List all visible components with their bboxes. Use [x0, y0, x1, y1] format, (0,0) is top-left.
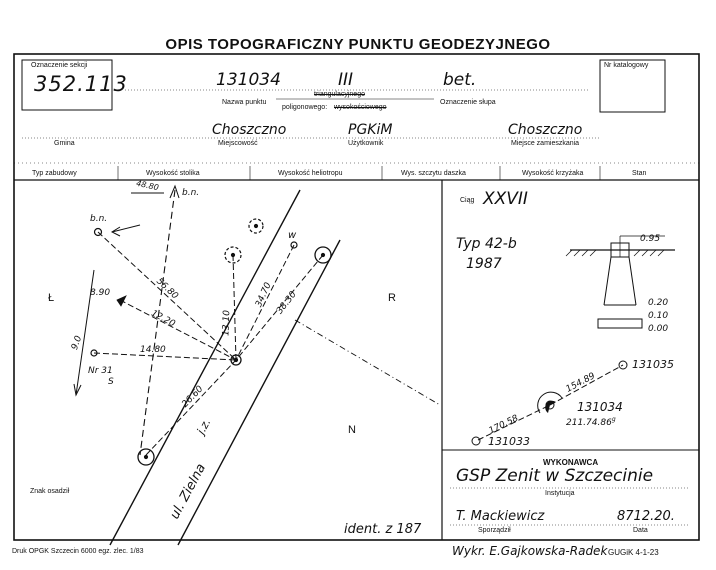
prev-point-label: 131033	[488, 435, 530, 448]
drawn-by: Wykr. E.Gajkowska-Radek	[452, 544, 608, 558]
date-value: 8712.20.	[617, 509, 675, 524]
gmina-label: Gmina	[54, 140, 75, 147]
point-class: III	[338, 70, 354, 90]
this-point-label: 131034	[577, 400, 623, 414]
gmina-value: Choszczno	[212, 122, 287, 138]
section-value: 352.113	[34, 72, 128, 96]
dist-34-70: 34.70	[254, 281, 274, 309]
angle-value	[566, 416, 616, 428]
depth-0-95: 0.95	[640, 234, 661, 244]
left-side-label: Ł	[48, 292, 55, 304]
dist-14-80: 14.80	[140, 345, 166, 355]
institution-value: GSP Zenit w Szczecinie	[456, 466, 654, 486]
angle-unit: g	[611, 416, 616, 423]
angle-main: 211.74.86	[566, 418, 612, 428]
post-marking-label: Oznaczenie słupa	[440, 99, 496, 106]
dist-8-90: 8.90	[90, 288, 111, 298]
header-cell-building: Typ zabudowy	[32, 170, 77, 177]
dist-13-10: 13.10	[221, 309, 233, 337]
author-value: T. Mackiewicz	[456, 509, 545, 524]
year-value: 1987	[466, 256, 502, 272]
ident-label: ident. z 187	[344, 522, 422, 537]
point-name-label: Nazwa punktu	[222, 99, 267, 106]
user-value: PGKiM	[348, 122, 393, 138]
depth-0-10: 0.10	[648, 311, 669, 321]
nr-label: Nr 31	[88, 366, 113, 376]
type-levelling: wysokościowego	[334, 104, 387, 111]
header-cell-table-height: Wysokość stolika	[146, 170, 200, 177]
street-label: ul. Zielna	[167, 461, 210, 522]
traverse-value: XXVII	[483, 189, 528, 209]
section-label: Oznaczenie sekcji	[31, 62, 88, 69]
depth-0-00: 0.00	[648, 324, 669, 334]
form-code: GUGiK 4-1-23	[608, 548, 659, 557]
header-cell-cross-height: Wysokość krzyżaka	[522, 170, 584, 177]
post-marking-value: bet.	[443, 70, 477, 90]
w-label: w	[288, 230, 297, 241]
next-distance: 154.89	[564, 371, 598, 395]
point-number: 131034	[216, 70, 281, 90]
dist-38-30: 38.30	[275, 289, 299, 317]
author-label: Sporządził	[478, 527, 511, 534]
user-label: Użytkownik	[348, 140, 384, 147]
catalog-label: Nr katalogowy	[604, 62, 649, 69]
traverse-label: Ciąg	[460, 197, 475, 204]
marker-setter-label: Znak osadził	[30, 488, 70, 495]
form-title: OPIS TOPOGRAFICZNY PUNKTU GEODEZYJNEGO	[165, 36, 551, 53]
next-point-label: 131035	[632, 358, 674, 371]
dist-26-60: 26.60	[180, 384, 206, 410]
bn-top-label: b.n.	[182, 188, 200, 198]
dist-12-20: 12.20	[149, 308, 177, 330]
locality-label: Miejscowość	[218, 140, 258, 147]
nr-sub-label: S	[108, 377, 114, 387]
depth-0-20: 0.20	[648, 298, 669, 308]
header-cell-state: Stan	[632, 170, 647, 177]
contractor-label: WYKONAWCA	[543, 458, 599, 467]
type-value: Typ 42-b	[456, 236, 517, 252]
jz-label: j.z.	[194, 416, 214, 437]
right-side-label: R	[388, 292, 396, 304]
institution-label: Instytucja	[545, 490, 575, 497]
type-polygon: poligonowego:	[282, 104, 328, 111]
residence-label: Miejsce zamieszkania	[511, 140, 580, 147]
bn-left-label: b.n.	[90, 214, 108, 224]
header-cell-roof-height: Wys. szczytu daszka	[401, 170, 466, 177]
north-side-label: N	[348, 424, 356, 436]
print-note: Druk OPGK Szczecin 6000 egz. zlec. 1/83	[12, 548, 144, 555]
prev-distance: 170.58	[487, 413, 521, 437]
dist-48-80: 48.80	[135, 178, 160, 193]
type-triangulation: triangulacyjnego	[314, 91, 365, 98]
dist-9-0: 9.0	[70, 334, 85, 352]
header-cell-heliotrope-height: Wysokość heliotropu	[278, 170, 343, 177]
dist-56-80: 56.80	[154, 276, 180, 302]
site-sketch	[74, 186, 440, 545]
residence-value: Choszczno	[508, 122, 583, 138]
date-label: Data	[633, 527, 648, 534]
